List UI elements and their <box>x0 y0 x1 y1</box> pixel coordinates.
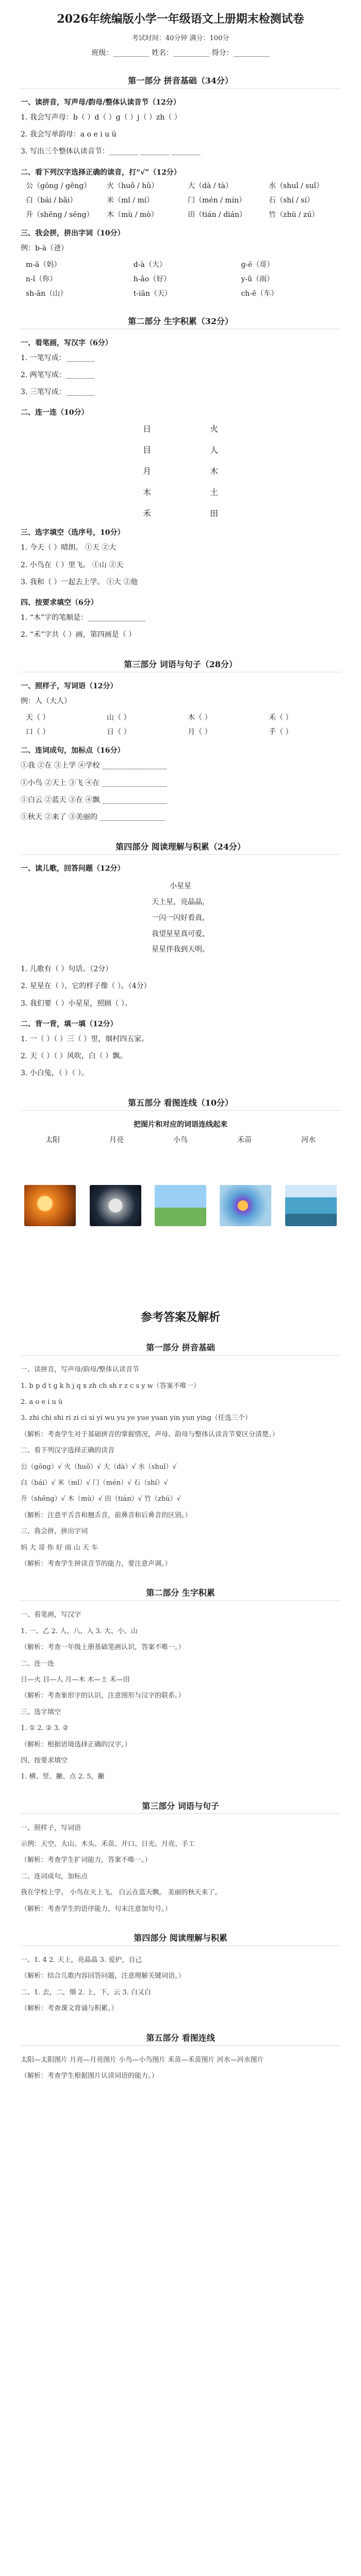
answer-line: （解析：考查学生扩词能力，答案不唯一。） <box>21 1856 152 1865</box>
pinyin-choice[interactable]: 米（mǐ / mí） <box>107 196 154 205</box>
word-blank[interactable]: 口（ ） <box>26 728 50 737</box>
answer-line: （解析：结合儿歌内容回答问题，注意理解关键词语。） <box>21 1972 185 1980</box>
answer-line: 四、按要求填空 <box>21 1756 68 1765</box>
pinyin-choice[interactable]: 竹（zhú / zú） <box>269 210 319 219</box>
sentence-line[interactable]: ①白云 ②蓝天 ③在 ④飘 __________________ <box>21 795 167 804</box>
reading-question[interactable]: 2. 星星在（ ），它的样子像（ ）。（4分） <box>21 982 151 991</box>
poem <box>21 878 340 958</box>
match-right[interactable]: 土 <box>209 487 218 498</box>
part2-q4-line[interactable]: 2. “禾”字共（ ）画，第四画是（ ） <box>21 631 136 639</box>
part3-q2: 二、连词成句，加标点（16分） <box>21 747 125 755</box>
part1-q3: 三、我会拼，拼出字词（10分） <box>21 229 125 238</box>
part2-q1-line[interactable]: 2. 两笔写成：________ <box>21 370 95 379</box>
part4-title: 第四部分 阅读理解与积累（24分） <box>21 840 340 855</box>
part2-title: 第二部分 生字积累（32分） <box>21 315 340 329</box>
moon-image[interactable] <box>90 1185 141 1226</box>
answer-line: 1. ① 2. ② 3. ② <box>21 1724 69 1733</box>
part1-q3-grid <box>26 259 340 298</box>
spell-item[interactable]: d-à（大） <box>133 260 167 269</box>
answer-line: 一、1. 4 2. 天上，亮晶晶 3. 爱护，自己 <box>21 1956 142 1964</box>
part2-q1-line[interactable]: 1. 一笔写成：________ <box>21 353 95 362</box>
word-blank[interactable]: 日（ ） <box>107 728 131 737</box>
part2-q1: 一、看笔画，写汉字（6分） <box>21 338 112 347</box>
part4-q2: 二、背一背，填一填（12分） <box>21 1020 118 1028</box>
label-moon[interactable]: 月亮 <box>109 1136 124 1145</box>
word-blank[interactable]: 天（ ） <box>26 714 50 722</box>
answer-line: 一、照样子，写词语 <box>21 1824 81 1832</box>
part2-q3-line[interactable]: 2. 小鸟在（ ）里飞。 ①山 ②天 <box>21 561 124 569</box>
answer-line: 示例：天空、大山、木头、禾苗、开口、日光、月亮、手工 <box>21 1840 195 1849</box>
spell-item[interactable]: n-ǐ（你） <box>26 275 57 283</box>
answer-line: （解析：考查学生拼读音节的能力，要注意声调。） <box>21 1560 172 1568</box>
spell-item[interactable]: y-ǔ（雨） <box>241 275 274 283</box>
word-blank[interactable]: 禾（ ） <box>269 714 293 722</box>
answer-line: 升（shēng）√ 木（mù）√ 田（tián）√ 竹（zhú）√ <box>21 1495 181 1503</box>
answer-line: （解析：注意平舌音和翘舌音，前鼻音和后鼻音的区别。） <box>21 1511 192 1519</box>
answer-line: 三、我会拼，拼出字词 <box>21 1528 88 1536</box>
answer-line: 1. 横、竖、撇、点 2. 5，撇 <box>21 1773 105 1781</box>
part2-q3: 三、选字填空（选序号，10分） <box>21 529 125 537</box>
sun-image[interactable] <box>24 1185 76 1226</box>
answer-line: 三、选字填空 <box>21 1708 61 1716</box>
part5-q1: 把图片和对应的词语连线起来 <box>134 1121 227 1129</box>
sentence-line[interactable]: ①小鸟 ②天上 ③飞 ④在 __________________ <box>21 778 167 787</box>
poem-line: 小星星 <box>170 882 191 891</box>
part3-q1-grid <box>26 712 340 737</box>
part1-q1: 一、读拼音，写声母/韵母/整体认读音节（12分） <box>21 98 180 107</box>
answer-line: 二、1. 去，二，烟 2. 上，下，云 3. 白又白 <box>21 1988 151 1996</box>
pinyin-choice[interactable]: 火（huǒ / hǔ） <box>107 181 159 190</box>
answers-part5-title: 第五部分 看图连线 <box>21 2031 340 2046</box>
match-right[interactable]: 火 <box>209 424 218 434</box>
poem-line: 星星伴我到天明。 <box>152 945 209 954</box>
answer-line: 二、看下列汉字选择正确的读音 <box>21 1447 115 1455</box>
part5-title: 第五部分 看图连线（10分） <box>21 1096 340 1111</box>
pinyin-choice[interactable]: 石（shí / sí） <box>269 196 314 205</box>
part1-q2: 二、看下列汉字选择正确的读音，打“√”（12分） <box>21 168 181 177</box>
answers-part4-title: 第四部分 阅读理解与积累 <box>21 1931 340 1946</box>
spell-item[interactable]: ɡ-ē（哥） <box>241 260 274 269</box>
answers-title: 参考答案及解析 <box>140 1311 220 1325</box>
part1-q1-line: 1. 我会写声母：b（ ）d（ ）g（ ）j（ ）zh（ ） <box>21 113 182 122</box>
part2-q4-line[interactable]: 1. “木”字的笔顺是：________________ <box>21 613 146 622</box>
pinyin-choice[interactable]: 大（dà / tà） <box>188 181 233 190</box>
pinyin-choice[interactable]: 公（gōng / gēng） <box>26 181 91 190</box>
poem-line: 天上星，亮晶晶， <box>152 897 209 906</box>
word-blank[interactable]: 月（ ） <box>188 728 212 737</box>
match-right[interactable]: 木 <box>209 466 218 477</box>
pinyin-choice[interactable]: 白（bái / bǎi） <box>26 196 77 205</box>
answer-line: （解析：考查一年级上册基础笔画认识，答案不唯一。） <box>21 1643 185 1652</box>
page-title: 2026年统编版小学一年级语文上册期末检测试卷 <box>57 12 304 26</box>
part4-q1: 一、读儿歌，回答问题（12分） <box>21 865 125 873</box>
answer-line: （解析：考查学生对于基础拼音的掌握情况，声母、韵母与整体认读音节要区分清楚。） <box>21 1430 279 1438</box>
answer-line: 白（bái）√ 米（mǐ）√ 门（mén）√ 石（shí）√ <box>21 1479 168 1487</box>
label-river[interactable]: 河水 <box>301 1136 316 1145</box>
picture-labels <box>21 1134 340 1145</box>
part3-q1: 一、照样子，写词语（12分） <box>21 682 118 691</box>
poem-line: 我望星星真可爱， <box>152 929 209 938</box>
pinyin-choice[interactable]: 水（shuǐ / suǐ） <box>269 181 323 190</box>
answer-line: 我在学校上学。 小鸟在天上飞。 白云在蓝天飘。 美丽的秋天来了。 <box>21 1889 222 1897</box>
part1-q2-grid <box>26 180 340 219</box>
part2-q2: 二、连一连（10分） <box>21 409 89 417</box>
spell-item[interactable]: ch-ē（车） <box>241 289 278 298</box>
part3-q1-example: 例：人（大人） <box>21 697 71 706</box>
recite-line[interactable]: 3. 小白兔，（ ）（ ）。 <box>21 1069 89 1078</box>
answer-line: 公（gōng）√ 火（huǒ）√ 大（dà）√ 水（shuǐ）√ <box>21 1463 177 1471</box>
picture-row <box>21 1185 340 1226</box>
match-left[interactable]: 禾 <box>142 509 151 519</box>
answers-part2-title: 第二部分 生字积累 <box>21 1586 340 1601</box>
spell-item[interactable]: m-ā（妈） <box>26 260 61 269</box>
recite-line[interactable]: 2. 天（ ）（ ）风吹，白（ ）飘。 <box>21 1052 127 1060</box>
pinyin-choice[interactable]: 门（mén / mín） <box>188 196 246 205</box>
answer-line: 2. a o e i u ü <box>21 1398 63 1406</box>
spell-item[interactable]: sh-ān（山） <box>26 289 68 298</box>
reading-question[interactable]: 1. 儿歌有（ ）句话。（2分） <box>21 965 113 974</box>
match-right[interactable]: 人 <box>209 445 218 455</box>
sentence-line[interactable]: ①秋天 ②来了 ③美丽的 __________________ <box>21 813 165 821</box>
answers-part1-title: 第一部分 拼音基础 <box>21 1341 340 1355</box>
reading-question[interactable]: 3. 我们要（ ）小星星，照顾（ ）。 <box>21 999 132 1008</box>
seedling-image[interactable] <box>155 1185 206 1226</box>
answer-line: 二、连词成句，加标点 <box>21 1872 88 1880</box>
answer-line: （解析：考查学生的语序能力，句末注意加句号。） <box>21 1905 172 1913</box>
answer-line: 1. 一、乙 2. 人、八、入 3. 大、小、山 <box>21 1627 138 1635</box>
answer-line: 1. b p d t ɡ k h j q x zh ch sh r z c s y w（答案不唯一） <box>21 1382 200 1390</box>
pinyin-choice[interactable]: 升（shēng / sēng） <box>26 210 94 219</box>
part3-title: 第三部分 词语与句子（28分） <box>21 658 340 672</box>
word-blank[interactable]: 山（ ） <box>107 714 131 722</box>
answer-line: （解析：根据语境选择正确的汉字。） <box>21 1740 132 1749</box>
part2-q3-line[interactable]: 3. 我和（ ）一起去上学。 ①大 ②他 <box>21 578 138 586</box>
poem-line: 一闪一闪好看真， <box>152 913 209 922</box>
pinyin-choice[interactable]: 木（mù / mò） <box>107 210 158 219</box>
sentence-line[interactable]: ①我 ②在 ③上学 ④学校 __________________ <box>21 761 167 770</box>
match-left[interactable]: 月 <box>142 466 151 477</box>
answer-line: 一、看笔画，写汉字 <box>21 1611 81 1619</box>
match-left[interactable]: 日 <box>142 424 151 434</box>
part2-q4: 四、按要求填空（6分） <box>21 598 98 607</box>
exam-meta: 考试时间：40分钟 满分：100分 <box>132 35 229 42</box>
answer-line: （解析：考查象形字的认识，注意图形与汉字的联系。） <box>21 1692 185 1700</box>
answers-part3-title: 第三部分 词语与句子 <box>21 1800 340 1814</box>
river-image[interactable] <box>285 1185 337 1226</box>
spell-item[interactable]: t-iān（天） <box>133 289 172 298</box>
label-bird[interactable]: 小鸟 <box>173 1136 188 1145</box>
part1-q3-example: 例：b-à（爸） <box>21 244 69 252</box>
part1-title: 第一部分 拼音基础（34分） <box>21 74 340 89</box>
match-left[interactable]: 目 <box>142 445 151 455</box>
bird-image[interactable] <box>220 1185 271 1226</box>
answer-line: 日—火 目—人 月—木 木—土 禾—田 <box>21 1675 130 1684</box>
answer-line: 太阳—太阳图片 月亮—月亮图片 小鸟—小鸟图片 禾苗—禾苗图片 河水—河水图片 <box>21 2056 264 2064</box>
answer-line: （解析：考查课文背诵与积累。） <box>21 2005 118 2013</box>
part2-q1-line[interactable]: 3. 三笔写成：________ <box>21 388 95 397</box>
part1-q1-line: 3. 写出三个整体认读音节：________ ________ ________ <box>21 147 201 156</box>
match-right[interactable]: 田 <box>209 509 218 519</box>
pinyin-choice[interactable]: 田（tián / dián） <box>188 210 247 219</box>
answer-line: （解析：考查学生根据图片认读词语的能力。） <box>21 2072 158 2080</box>
match-left[interactable]: 木 <box>142 487 151 498</box>
answer-line: 妈 大 哥 你 好 雨 山 天 车 <box>21 1544 99 1552</box>
answer-line: 二、连一连 <box>21 1659 55 1668</box>
answer-line: 一、读拼音，写声母/韵母/整体认读音节 <box>21 1366 139 1374</box>
matching-columns <box>113 422 248 519</box>
answer-line: 3. zhi chi shi ri zi ci si yi wu yu ye yue yuan yin yun ying（任选三个） <box>21 1414 252 1422</box>
part1-q1-line: 2. 我会写单韵母：a o e i u ü <box>21 130 117 139</box>
spell-item[interactable]: h-ǎo（好） <box>133 275 171 283</box>
student-info-line: 班级：__________ 姓名：__________ 得分：__________ <box>91 49 270 57</box>
part2-q3-line[interactable]: 1. 今天（ ）晴朗。 ①天 ②大 <box>21 544 117 552</box>
recite-line[interactable]: 1. 一（ ）（ ）三（ ）里，烟村四五家。 <box>21 1035 149 1043</box>
word-blank[interactable]: 手（ ） <box>269 728 293 737</box>
word-blank[interactable]: 木（ ） <box>188 714 212 722</box>
label-seedling[interactable]: 禾苗 <box>237 1136 252 1145</box>
label-sun[interactable]: 太阳 <box>45 1136 60 1145</box>
